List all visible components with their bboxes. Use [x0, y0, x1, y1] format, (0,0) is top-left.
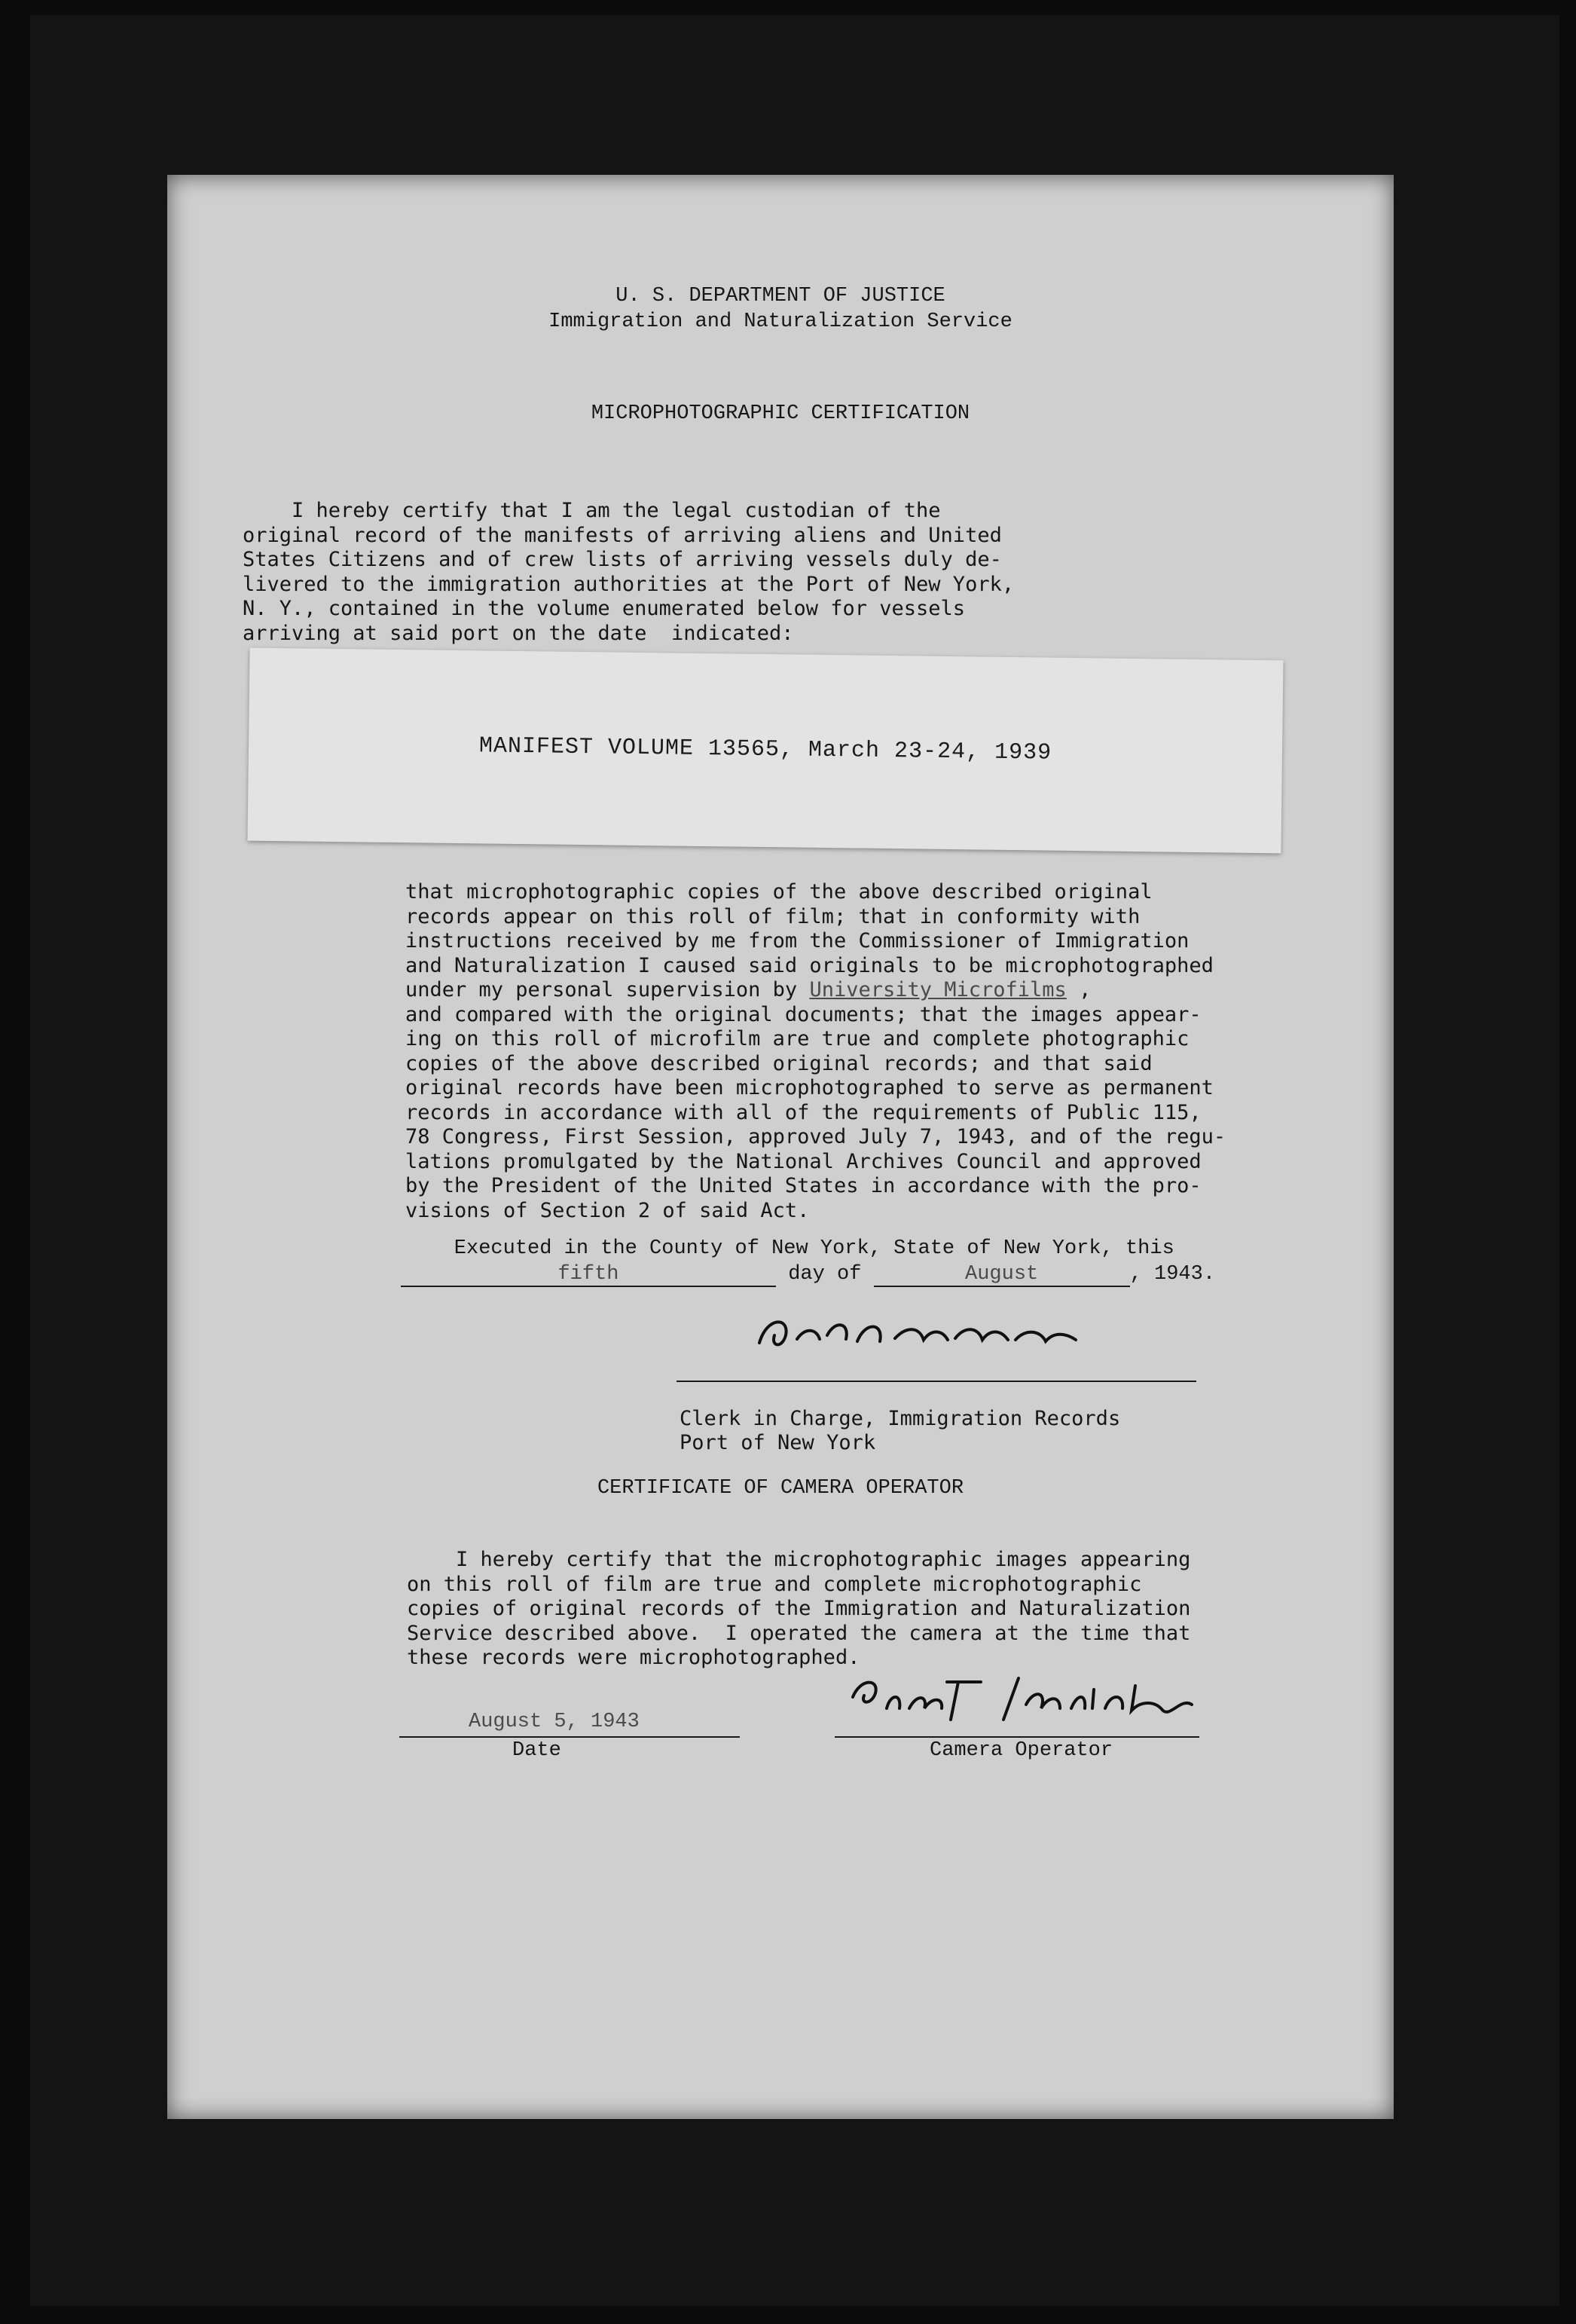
executed-month: August: [874, 1263, 1130, 1287]
service-heading: Immigration and Naturalization Service: [548, 310, 1012, 333]
day-of-label: day of: [776, 1263, 874, 1286]
camera-paragraph: I hereby certify that the microphotographic images appearing on this roll of film are true and complete microphotographic copies of original records of the Immigration and Naturalization Service described above. I operated the camera at the time that these records were microphotographed.: [407, 1548, 1191, 1669]
camera-operator-label: Camera Operator: [930, 1739, 1113, 1762]
manifest-volume: MANIFEST VOLUME 13565, March 23-24, 1939: [478, 733, 1052, 766]
custodian-paragraph: I hereby certify that I am the legal custodian of the original record of the manifests of arriving aliens and United States Citizens and of crew lists of arriving vessels duly de- livered to the immigration authorities at the Port of New York, N. Y., contained in the volume enumerated below for vessels arriving at said port on the date indicated:: [243, 499, 1015, 645]
filming-agency: University Microfilms: [809, 978, 1067, 1001]
certificate-title: MICROPHOTOGRAPHIC CERTIFICATION: [591, 402, 970, 425]
date-label: Date: [512, 1739, 561, 1762]
operator-date-value: August 5, 1943: [469, 1711, 640, 1733]
certification-text-part2: , and compared with the original documents; that the images appear- ing on this roll of microfilm are true and complete photographic copies of the above described original records; and that said original records have been microphotographed to serve as permanent records in accordance with all of the requirements of Public 115, 78 Congress, First Session, approved July 7, 1943, and of the regu- lations promulgated by the National Archives Council and approved by the President of the United States in accordance with the pro- visions of Section 2 of said Act.: [405, 978, 1226, 1222]
clerk-title: Clerk in Charge, Immigration Records Port of New York: [680, 1407, 1121, 1454]
clerk-signature-line: [677, 1381, 1196, 1382]
agency-heading: U. S. DEPARTMENT OF JUSTICE: [615, 285, 945, 307]
certificate-page: [167, 175, 1394, 2119]
executed-statement: Executed in the County of New York, State of New York, this: [405, 1237, 1174, 1260]
camera-certificate-heading: CERTIFICATE OF CAMERA OPERATOR: [597, 1477, 964, 1500]
certification-text-part1: that microphotographic copies of the above described original records appear on this roll of film; that in conformity with instructions received by me from the Commissioner of Immigration and Naturalization I caused said originals to be microphotographed under my personal supervision by: [405, 880, 1214, 1001]
executed-day: fifth: [401, 1263, 776, 1287]
clerk-signature: [744, 1313, 1136, 1353]
manifest-slip: [247, 648, 1283, 854]
camera-operator-signature: [845, 1674, 1237, 1735]
date-line: [399, 1736, 740, 1738]
certification-paragraph: [405, 880, 1226, 1223]
executed-year: , 1943.: [1129, 1263, 1216, 1286]
camera-operator-line: [835, 1736, 1199, 1738]
executed-date-line: [401, 1263, 1215, 1287]
